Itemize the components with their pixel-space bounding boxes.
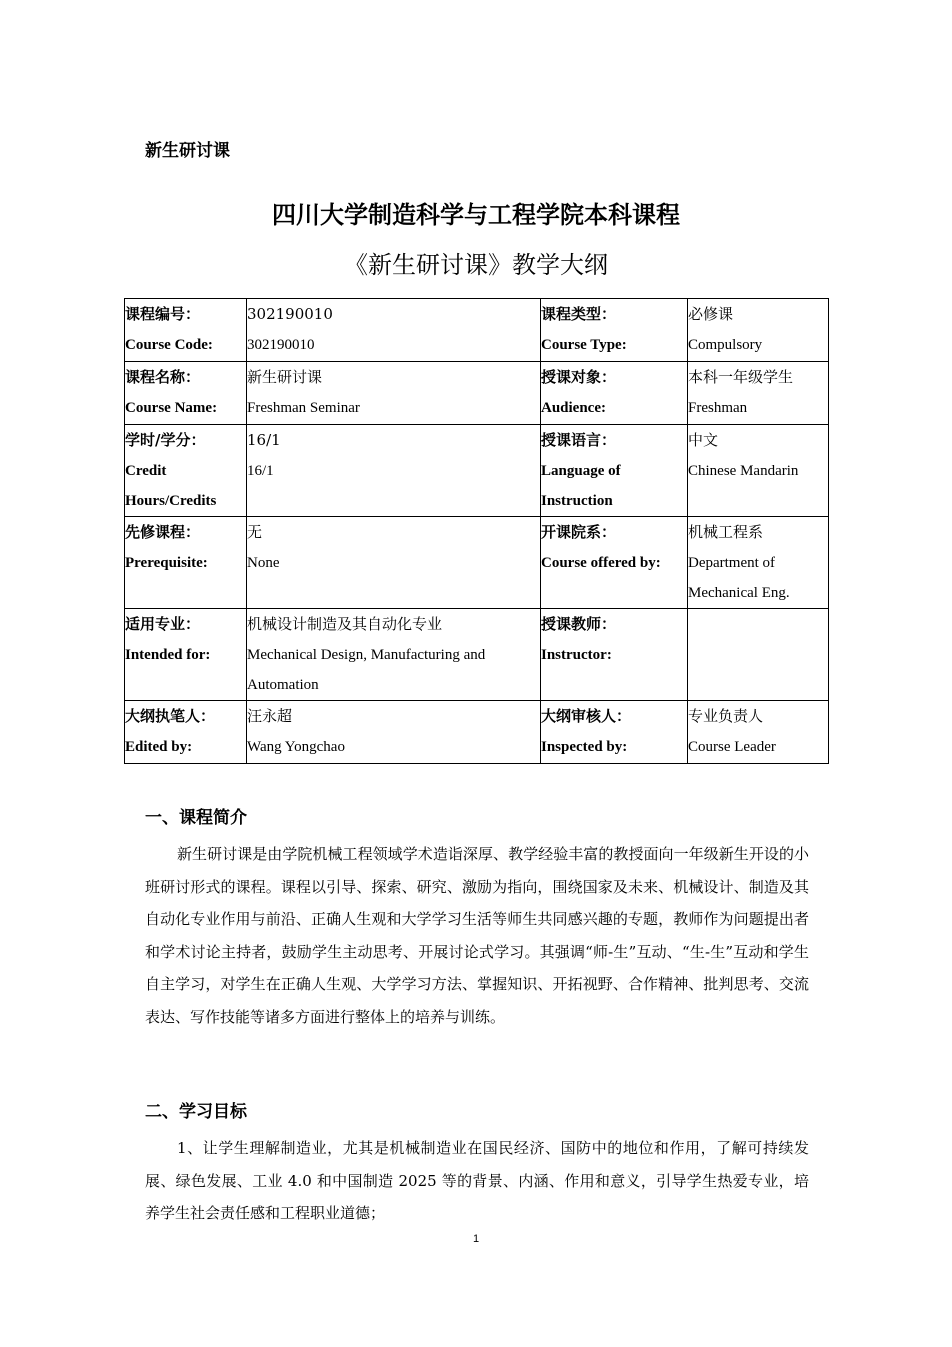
language-value: 中文 Chinese Mandarin bbox=[688, 425, 829, 517]
credit-hours-value: 16/1 16/1 bbox=[247, 425, 541, 517]
intended-for-value: 机械设计制造及其自动化专业 Mechanical Design, Manufacturing and Automation bbox=[247, 609, 541, 701]
edited-by-label: 大纲执笔人： Edited by: bbox=[125, 701, 247, 764]
table-row bbox=[125, 362, 829, 425]
course-type-value: 必修课 Compulsory bbox=[688, 299, 829, 362]
prerequisite-value: 无 None bbox=[247, 517, 541, 609]
course-code-label: 课程编号： Course Code: bbox=[125, 299, 247, 362]
language-label: 授课语言： Language of Instruction bbox=[541, 425, 688, 517]
inspected-by-label: 大纲审核人： Inspected by: bbox=[541, 701, 688, 764]
course-info-table bbox=[124, 298, 829, 764]
instructor-value bbox=[688, 609, 829, 701]
table-row bbox=[125, 517, 829, 609]
section-paragraph: 1、让学生理解制造业，尤其是机械制造业在国民经济、国防中的地位和作用，了解可持续发展、绿色发展、工业 4.0 和中国制造 2025 等的背景、内涵、作用和意义，引导学生热爱专业，培养学生社会责任感和工程职业道德； bbox=[145, 1139, 809, 1222]
table-row bbox=[125, 425, 829, 517]
edited-by-value: 汪永超 Wang Yongchao bbox=[247, 701, 541, 764]
document-subtitle: 《新生研讨课》教学大纲 bbox=[344, 251, 608, 279]
table-row bbox=[125, 299, 829, 362]
course-name-label: 课程名称： Course Name: bbox=[125, 362, 247, 425]
course-code-value: 302190010 302190010 bbox=[247, 299, 541, 362]
course-type-label: 课程类型： Course Type: bbox=[541, 299, 688, 362]
inspected-by-value: 专业负责人 Course Leader bbox=[688, 701, 829, 764]
document-header-label: 新生研讨课 bbox=[145, 141, 230, 161]
offered-by-label: 开课院系： Course offered by: bbox=[541, 517, 688, 609]
course-name-value: 新生研讨课 Freshman Seminar bbox=[247, 362, 541, 425]
page-number: 1 bbox=[472, 1233, 480, 1245]
audience-label: 授课对象： Audience: bbox=[541, 362, 688, 425]
table-row bbox=[125, 609, 829, 701]
prerequisite-label: 先修课程： Prerequisite: bbox=[125, 517, 247, 609]
section-heading: 二、学习目标 bbox=[145, 1102, 247, 1122]
audience-value: 本科一年级学生 Freshman bbox=[688, 362, 829, 425]
section-paragraph: 新生研讨课是由学院机械工程领域学术造诣深厚、教学经验丰富的教授面向一年级新生开设的小班研讨形式的课程。课程以引导、探索、研究、激励为指向，围绕国家及未来、机械设计、制造及其自动化专业作用与前沿、正确人生观和大学学习生活等师生共同感兴趣的专题，教师作为问题提出者和学术讨论主持者，鼓励学生主动思考、开展讨论式学习。其强调“师-生”互动、“生-生”互动和学生自主学习，对学生在正确人生观、大学学习方法、掌握知识、开拓视野、合作精神、批判思考、交流表达、写作技能等诸多方面进行整体上的培养与训练。 bbox=[145, 845, 809, 1026]
offered-by-value: 机械工程系 Department of Mechanical Eng. bbox=[688, 517, 829, 609]
instructor-label: 授课教师： Instructor: bbox=[541, 609, 688, 701]
document-title: 四川大学制造科学与工程学院本科课程 bbox=[272, 201, 680, 229]
intended-for-label: 适用专业： Intended for: bbox=[125, 609, 247, 701]
section-heading: 一、课程简介 bbox=[145, 808, 247, 828]
table-row bbox=[125, 701, 829, 764]
credit-hours-label: 学时/学分： Credit Hours/Credits bbox=[125, 425, 247, 517]
